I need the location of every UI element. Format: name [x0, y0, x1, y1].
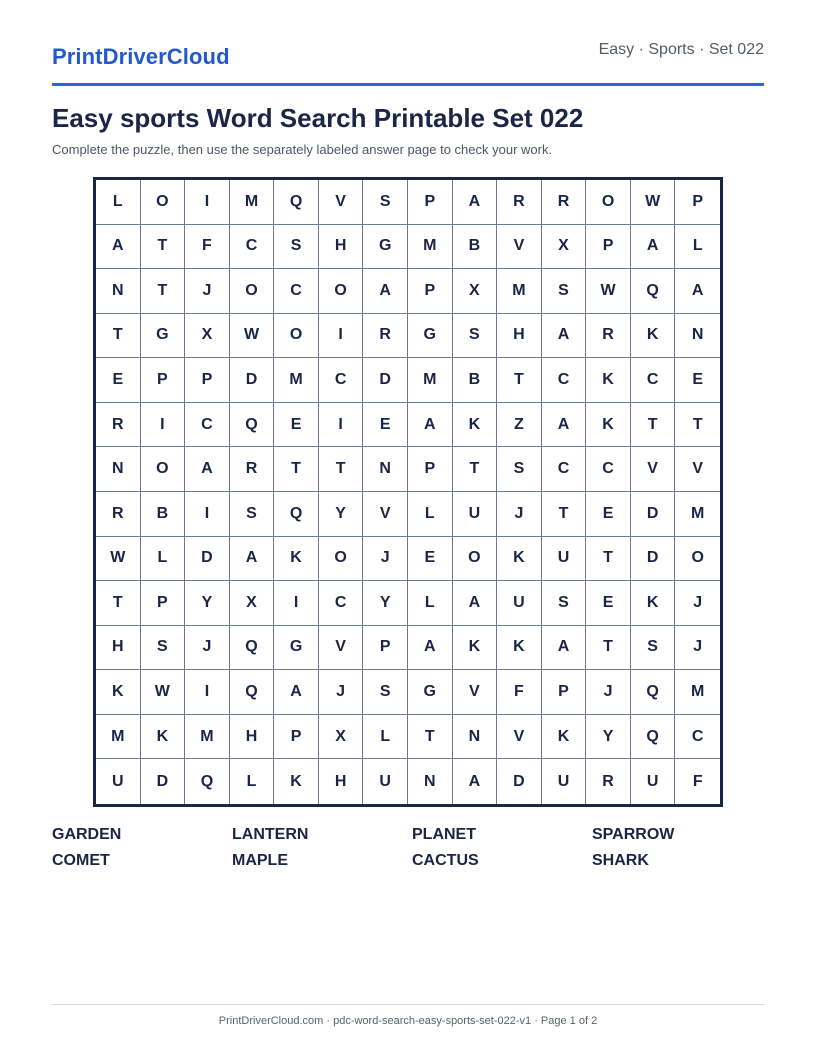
grid-cell: O — [141, 447, 186, 492]
word-list-item: PLANET — [412, 826, 476, 843]
grid-cell: C — [274, 269, 319, 314]
grid-cell: T — [453, 447, 498, 492]
grid-cell: Y — [363, 581, 408, 626]
grid-cell: I — [141, 403, 186, 448]
grid-cell: R — [363, 314, 408, 359]
grid-cell: D — [363, 358, 408, 403]
grid-cell: S — [274, 225, 319, 270]
grid-cell: E — [586, 581, 631, 626]
grid-cell: V — [319, 180, 364, 225]
grid-cell: V — [453, 670, 498, 715]
grid-cell: W — [586, 269, 631, 314]
grid-cell: O — [675, 537, 720, 582]
grid-cell: Q — [274, 492, 319, 537]
grid-cell: W — [230, 314, 275, 359]
grid-cell: U — [497, 581, 542, 626]
grid-cell: S — [631, 626, 676, 671]
grid-cell: T — [631, 403, 676, 448]
page-header — [52, 0, 764, 86]
grid-cell: K — [96, 670, 141, 715]
grid-cell: A — [542, 626, 587, 671]
grid-cell: N — [408, 759, 453, 804]
grid-cell: Y — [319, 492, 364, 537]
grid-cell: H — [96, 626, 141, 671]
grid-cell: P — [408, 269, 453, 314]
grid-cell: T — [274, 447, 319, 492]
grid-cell: Q — [230, 403, 275, 448]
grid-cell: K — [141, 715, 186, 760]
grid-cell: I — [185, 492, 230, 537]
grid-cell: V — [675, 447, 720, 492]
grid-cell: Q — [230, 670, 275, 715]
grid-cell: R — [96, 403, 141, 448]
grid-cell: I — [274, 581, 319, 626]
grid-cell: D — [141, 759, 186, 804]
grid-cell: B — [453, 225, 498, 270]
grid-cell: C — [319, 358, 364, 403]
grid-cell: G — [141, 314, 186, 359]
grid-cell: J — [675, 626, 720, 671]
grid-cell: K — [631, 314, 676, 359]
grid-cell: Q — [631, 269, 676, 314]
grid-cell: R — [96, 492, 141, 537]
grid-cell: X — [230, 581, 275, 626]
grid-cell: W — [96, 537, 141, 582]
grid-cell: G — [408, 670, 453, 715]
grid-cell: H — [319, 225, 364, 270]
grid-cell: P — [141, 358, 186, 403]
grid-cell: G — [363, 225, 408, 270]
grid-cell: P — [675, 180, 720, 225]
grid-cell: H — [230, 715, 275, 760]
grid-cell: O — [230, 269, 275, 314]
grid-cell: K — [631, 581, 676, 626]
grid-cell: U — [631, 759, 676, 804]
grid-cell: M — [274, 358, 319, 403]
grid-cell: C — [319, 581, 364, 626]
grid-cell: U — [542, 537, 587, 582]
grid-cell: N — [96, 447, 141, 492]
grid-cell: N — [675, 314, 720, 359]
grid-cell: O — [319, 537, 364, 582]
word-list — [52, 826, 772, 870]
grid-cell: M — [497, 269, 542, 314]
grid-cell: D — [631, 492, 676, 537]
grid-cell: C — [542, 447, 587, 492]
grid-cell: A — [675, 269, 720, 314]
grid-cell: A — [408, 626, 453, 671]
grid-cell: X — [542, 225, 587, 270]
grid-cell: K — [453, 626, 498, 671]
grid-cell: L — [408, 492, 453, 537]
grid-cell: P — [542, 670, 587, 715]
grid-cell: E — [363, 403, 408, 448]
grid-cell: T — [586, 626, 631, 671]
grid-cell: S — [363, 180, 408, 225]
grid-cell: Z — [497, 403, 542, 448]
grid-cell: P — [363, 626, 408, 671]
grid-cell: N — [363, 447, 408, 492]
grid-cell: M — [96, 715, 141, 760]
grid-cell: L — [363, 715, 408, 760]
word-list-item: LANTERN — [232, 826, 309, 843]
grid-cell: L — [408, 581, 453, 626]
word-list-item: COMET — [52, 852, 110, 869]
grid-cell: A — [408, 403, 453, 448]
grid-cell: Y — [586, 715, 631, 760]
grid-cell: Q — [631, 715, 676, 760]
grid-cell: B — [141, 492, 186, 537]
grid-cell: V — [319, 626, 364, 671]
grid-cell: V — [497, 225, 542, 270]
grid-cell: S — [453, 314, 498, 359]
grid-cell: X — [185, 314, 230, 359]
breadcrumb: Easy · Sports · Set 022 — [598, 41, 764, 58]
grid-cell: H — [497, 314, 542, 359]
grid-cell: K — [274, 537, 319, 582]
grid-cell: J — [363, 537, 408, 582]
grid-cell: S — [230, 492, 275, 537]
grid-cell: J — [675, 581, 720, 626]
grid-cell: Y — [185, 581, 230, 626]
grid-cell: A — [96, 225, 141, 270]
grid-cell: A — [631, 225, 676, 270]
grid-cell: N — [96, 269, 141, 314]
grid-cell: P — [408, 180, 453, 225]
grid-cell: T — [319, 447, 364, 492]
grid-cell: U — [453, 492, 498, 537]
grid-cell: P — [274, 715, 319, 760]
grid-cell: W — [631, 180, 676, 225]
grid-cell: S — [363, 670, 408, 715]
page-title: Easy sports Word Search Printable Set 022 — [52, 103, 584, 133]
grid-cell: Q — [230, 626, 275, 671]
grid-cell: R — [497, 180, 542, 225]
grid-cell: J — [185, 269, 230, 314]
grid-cell: K — [497, 537, 542, 582]
grid-cell: N — [453, 715, 498, 760]
grid-cell: U — [363, 759, 408, 804]
grid-cell: W — [141, 670, 186, 715]
word-search-grid — [93, 177, 723, 807]
grid-cell: I — [319, 314, 364, 359]
grid-cell: D — [185, 537, 230, 582]
grid-cell: A — [185, 447, 230, 492]
grid-cell: E — [675, 358, 720, 403]
grid-cell: C — [542, 358, 587, 403]
grid-cell: A — [453, 759, 498, 804]
word-list-item: SHARK — [592, 852, 649, 869]
grid-cell: J — [319, 670, 364, 715]
grid-cell: V — [363, 492, 408, 537]
grid-cell: K — [586, 403, 631, 448]
grid-cell: H — [319, 759, 364, 804]
grid-cell: M — [408, 225, 453, 270]
grid-cell: Q — [631, 670, 676, 715]
grid-cell: A — [542, 403, 587, 448]
grid-cell: D — [631, 537, 676, 582]
grid-cell: X — [453, 269, 498, 314]
grid-cell: S — [141, 626, 186, 671]
grid-cell: P — [185, 358, 230, 403]
grid-cell: M — [185, 715, 230, 760]
grid-cell: T — [141, 225, 186, 270]
grid-cell: O — [274, 314, 319, 359]
brand-logo-text[interactable]: PrintDriverCloud — [52, 44, 230, 69]
grid-cell: A — [363, 269, 408, 314]
grid-cell: K — [542, 715, 587, 760]
grid-cell: M — [675, 492, 720, 537]
grid-cell: E — [96, 358, 141, 403]
grid-cell: E — [408, 537, 453, 582]
grid-cell: K — [274, 759, 319, 804]
grid-cell: G — [408, 314, 453, 359]
grid-cell: L — [675, 225, 720, 270]
grid-cell: I — [319, 403, 364, 448]
grid-cell: J — [497, 492, 542, 537]
grid-cell: T — [497, 358, 542, 403]
word-list-item: GARDEN — [52, 826, 122, 843]
grid-cell: C — [586, 447, 631, 492]
grid-cell: B — [453, 358, 498, 403]
grid-cell: D — [230, 358, 275, 403]
instructions-text: Complete the puzzle, then use the separately labeled answer page to check your work. — [52, 142, 553, 157]
grid-cell: P — [586, 225, 631, 270]
grid-cell: C — [631, 358, 676, 403]
word-list-item: SPARROW — [592, 826, 675, 843]
grid-cell: C — [675, 715, 720, 760]
grid-cell: L — [96, 180, 141, 225]
grid-cell: T — [141, 269, 186, 314]
grid-cell: J — [586, 670, 631, 715]
grid-cell: E — [586, 492, 631, 537]
grid-cell: P — [408, 447, 453, 492]
grid-cell: K — [453, 403, 498, 448]
grid-cell: U — [542, 759, 587, 804]
grid-cell: F — [497, 670, 542, 715]
grid-cell: C — [185, 403, 230, 448]
grid-cell: I — [185, 180, 230, 225]
word-list-item: CACTUS — [412, 852, 479, 869]
grid-cell: F — [185, 225, 230, 270]
grid-cell: O — [586, 180, 631, 225]
grid-cell: O — [453, 537, 498, 582]
grid-cell: F — [692, 772, 703, 790]
grid-cell: S — [542, 269, 587, 314]
grid-cell: T — [542, 492, 587, 537]
grid-cell: A — [453, 581, 498, 626]
grid-cell: M — [230, 180, 275, 225]
grid-cell: P — [141, 581, 186, 626]
grid-cell: R — [586, 314, 631, 359]
grid-cell: K — [586, 358, 631, 403]
grid-cell: E — [274, 403, 319, 448]
grid-cell: L — [141, 537, 186, 582]
grid-cell: T — [586, 537, 631, 582]
grid-cell: S — [497, 447, 542, 492]
grid-cell: D — [497, 759, 542, 804]
grid-cell: V — [631, 447, 676, 492]
grid-cell: O — [319, 269, 364, 314]
grid-cell: A — [274, 670, 319, 715]
grid-cell: R — [542, 180, 587, 225]
grid-cell: M — [675, 670, 720, 715]
grid-cell: T — [96, 581, 141, 626]
grid-cell: R — [586, 759, 631, 804]
grid-cell: Q — [185, 759, 230, 804]
grid-cell: T — [96, 314, 141, 359]
grid-cell: C — [230, 225, 275, 270]
grid-cell: I — [185, 670, 230, 715]
word-list-item: MAPLE — [232, 852, 288, 869]
grid-cell: O — [141, 180, 186, 225]
grid-cell: Q — [274, 180, 319, 225]
grid-cell: A — [230, 537, 275, 582]
grid-cell: G — [274, 626, 319, 671]
grid-cell: A — [453, 180, 498, 225]
grid-cell: A — [542, 314, 587, 359]
grid-cell: L — [230, 759, 275, 804]
grid-cell: X — [319, 715, 364, 760]
grid-cell: J — [185, 626, 230, 671]
grid-cell: M — [408, 358, 453, 403]
grid-cell: K — [497, 626, 542, 671]
grid-cell: V — [497, 715, 542, 760]
grid-cell: T — [408, 715, 453, 760]
grid-cell: S — [542, 581, 587, 626]
page-footer: PrintDriverCloud.com · pdc-word-search-easy-sports-set-022-v1 · Page 1 of 2 — [52, 1004, 764, 1027]
grid-cell: U — [96, 759, 141, 804]
grid-cell: R — [230, 447, 275, 492]
grid-cell: T — [675, 403, 720, 448]
